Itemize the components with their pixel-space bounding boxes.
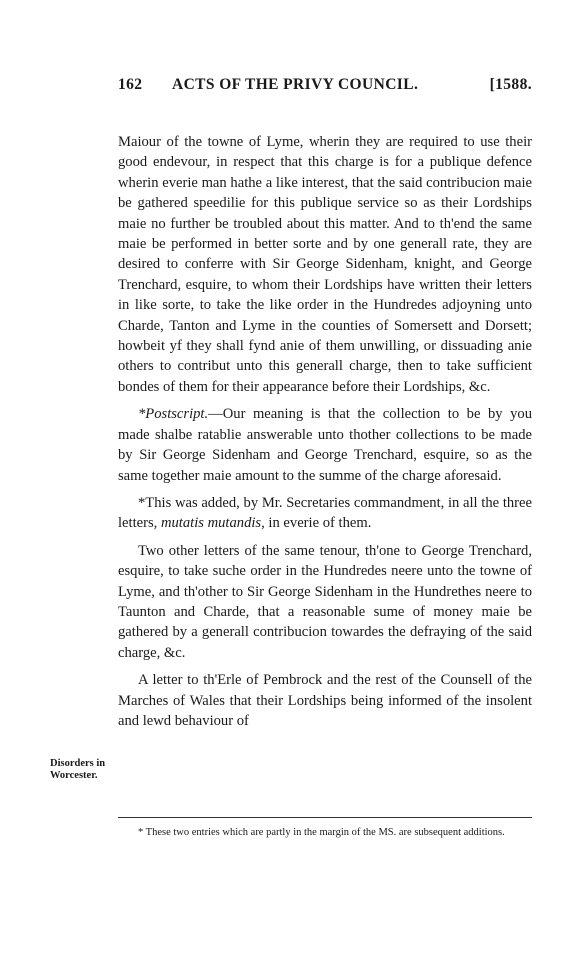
postscript-paragraph [118,404,532,486]
postscript-text: —Our meaning is that the collection to be by you made shalbe ratablie answerable unto thother collections to be made by Sir George Sidenham and George Trenchard, esquire, so as the same together maie amount to the summe of the charge aforesaid. [118,406,532,484]
added-note-paragraph [118,493,532,534]
added-note-post: in everie of them. [264,515,372,532]
running-year: [1588. [489,76,532,93]
added-note-italic: mutatis mutandis, [160,515,265,532]
paragraph-2: Two other letters of the same tenour, th'one to George Trenchard, esquire, to take suche order in the Hundredes neere unto the towne of Lyme, and th'other to Sir George Sidenham in the Hundrethes neere to Taunton and Charde, that a reasonable sume of money maie be gathered by a generall contribucion towardes the defraying of the said charge, &c. [118,542,532,661]
footnote-rule [118,817,532,818]
margin-note: Disorders in Worcester. [50,758,106,781]
running-title: ACTS OF THE PRIVY COUNCIL. [172,76,419,93]
paragraph-1: Maiour of the towne of Lyme, wherin they are required to use their good endevour, in respect that this charge is for a publique defence wherin everie man hathe a like interest, that the said contribucion maie be gathered speedilie for this publique service so as their Lordships maie no further be troubled about this matter. And to th'end the same maie be performed in better sorte and by one generall rate, they are desired to conferre with Sir George Sidenham, knight, and George Trenchard, esquire, to whom their Lordships have written their letters in like sorte, to take the like order in the Hundredes adjoyning unto Charde, Tanton and Lyme in the counties of Somersett and Dorsett; howbeit yf they shall fynd anie of them unwilling, or dissuading anie others to contribut unto this generall charge, then to take sufficient bondes of them for their appearance before their Lordships, &c. [118,134,532,395]
footnote: * These two entries which are partly in the margin of the MS. are subsequent additions. [138,827,505,838]
page-number: 162 [118,76,143,93]
added-note-pre: *This was added, by Mr. Secretaries commandment, in all the three letters, [118,494,532,532]
running-header [118,76,532,98]
postscript-label: *Postscript. [138,406,209,423]
page-body [118,132,532,738]
paragraph-3: A letter to th'Erle of Pembrock and the rest of the Counsell of the Marches of Wales that their Lordships being informed of the insolent and lewd behaviour of [118,672,532,729]
